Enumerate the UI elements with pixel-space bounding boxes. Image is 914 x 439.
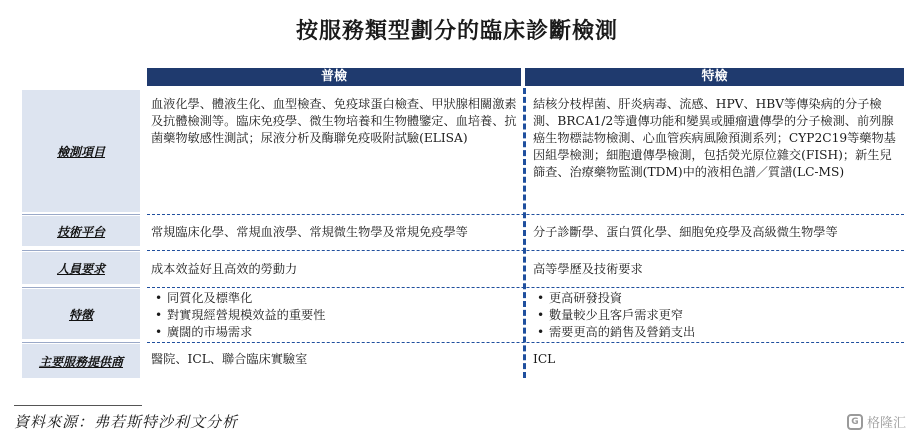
row-separator	[22, 214, 140, 215]
list-item: • 廣闊的市場需求	[151, 324, 517, 341]
row-separator	[147, 214, 904, 215]
special-test-items: 結核分枝桿菌、肝炎病毒、流感、HPV、HBV等傳染病的分子檢測、BRCA1/2等遺傳功能和變異或腫瘤遺傳學的分子檢測、前列腺癌生物標誌物檢測、心血管疾病風險預測系列；CYP2C19等藥物基因組學檢測；細胞遺傳學檢測，包括熒光原位雜交(FISH)；新生兒篩查、治療藥物監測(TDM)中的液相色譜／質譜(LC-MS)	[533, 97, 896, 179]
special-features	[529, 290, 904, 341]
list-item: • 需要更高的銷售及營銷支出	[533, 324, 900, 341]
row-separator	[22, 342, 140, 343]
special-staffing: 高等學歷及技術要求	[533, 262, 643, 276]
list-item: • 數量較少且客戶需求更窄	[533, 307, 900, 324]
row-separator	[147, 287, 904, 288]
source-note: 資料來源：弗若斯特沙利文分析	[14, 413, 239, 431]
comparison-table	[22, 68, 904, 378]
general-staffing: 成本效益好且高效的勞動力	[151, 262, 298, 276]
row-separator	[147, 250, 904, 251]
column-header-general: 普檢	[147, 68, 521, 86]
page-title: 按服務類型劃分的臨床診斷檢測	[295, 19, 618, 44]
general-test-items: 血液化學、體液生化、血型檢查、免疫球蛋白檢查、甲狀腺相關激素及抗體檢測等。臨床免疫學、微生物培養和生物體鑒定、血培養、抗菌藥物敏感性測試；尿液分析及酶聯免疫吸附試驗(ELISA)	[151, 97, 517, 145]
row-label-providers: 主要服務提供商	[22, 344, 140, 378]
list-item: • 對實現經營規模效益的重要性	[151, 307, 517, 324]
row-separator	[22, 287, 140, 288]
row-label-features: 特徵	[22, 289, 140, 339]
watermark	[847, 412, 906, 431]
column-divider	[523, 88, 526, 378]
logo-icon: G	[847, 414, 863, 430]
column-header-special: 特檢	[525, 68, 904, 86]
general-tech-platform: 常規臨床化學、常規血液學、常規微生物學及常規免疫學等	[151, 225, 468, 239]
special-providers: ICL	[533, 352, 556, 366]
source-rule	[14, 405, 142, 406]
row-label-staffing: 人員要求	[22, 252, 140, 284]
general-features	[147, 290, 521, 341]
row-label-test-items: 檢測項目	[22, 90, 140, 212]
row-separator	[22, 250, 140, 251]
special-tech-platform: 分子診斷學、蛋白質化學、細胞免疫學及高級微生物學等	[533, 225, 838, 239]
list-item: • 同質化及標準化	[151, 290, 517, 307]
row-label-tech-platform: 技術平台	[22, 216, 140, 246]
row-separator	[147, 342, 904, 343]
list-item: • 更高研發投資	[533, 290, 900, 307]
general-providers: 醫院、ICL、聯合臨床實驗室	[151, 352, 308, 366]
watermark-text: 格隆汇	[866, 416, 906, 431]
